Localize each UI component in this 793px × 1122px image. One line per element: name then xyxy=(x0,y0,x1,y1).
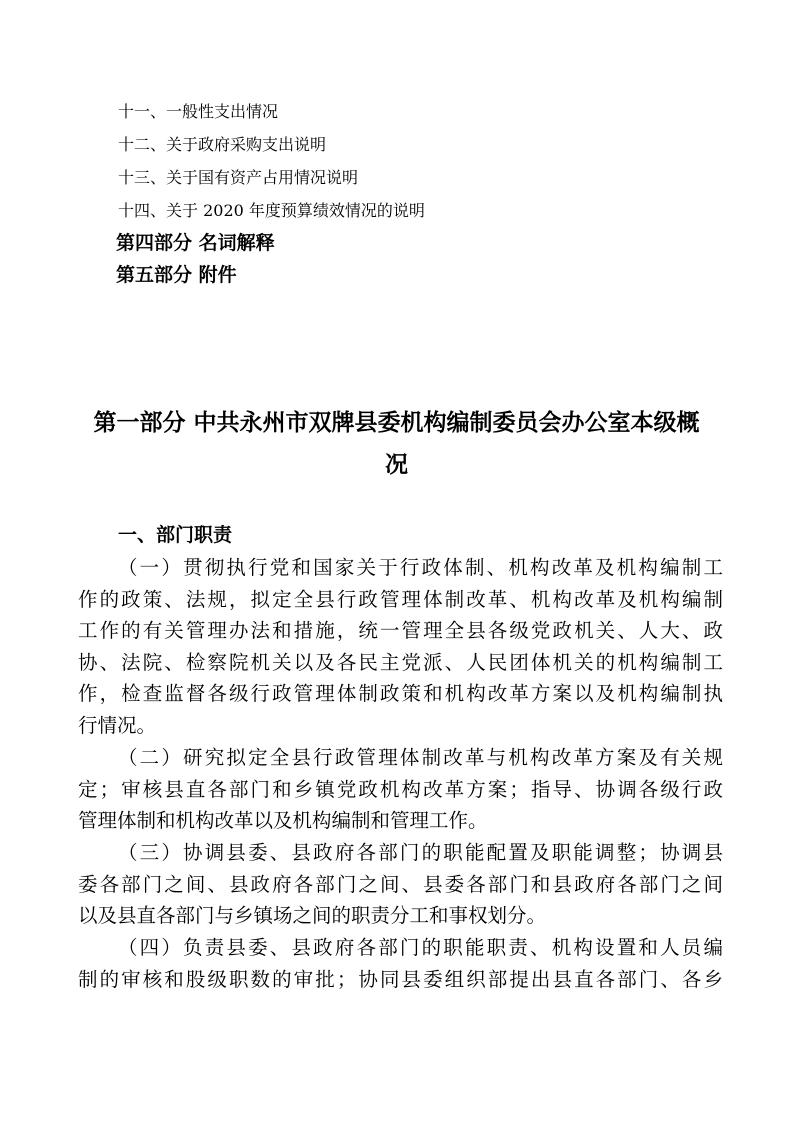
paragraph-line: 管理体制和机构改革以及机构编制和管理工作。 xyxy=(78,809,488,833)
paragraph-line: 定；审核县直各部门和乡镇党政机构改革方案；指导、协调各级行政 xyxy=(78,777,723,801)
paragraph-line: 协、法院、检察院机关以及各民主党派、人民团体机关的机构编制工 xyxy=(78,650,723,674)
part-one-title-line-2: 况 xyxy=(385,451,408,478)
toc-item-13: 十三、关于国有资产占用情况说明 xyxy=(118,168,359,187)
paragraph-line: 以及县直各部门与乡镇场之间的职责分工和事权划分。 xyxy=(78,904,547,928)
paragraph-line: 工作的有关管理办法和措施，统一管理全县各级党政机关、人大、政 xyxy=(78,619,723,643)
paragraph-line: 行情况。 xyxy=(78,713,157,737)
toc-item-11: 十一、一般性支出情况 xyxy=(118,102,279,121)
toc-item-12: 十二、关于政府采购支出说明 xyxy=(118,135,327,154)
paragraph-line: 作，检查监督各级行政管理体制政策和机构改革方案以及机构编制执 xyxy=(78,682,723,706)
paragraph-line: 委各部门之间、县政府各部门之间、县委各部门和县政府各部门之间 xyxy=(78,872,723,896)
section-heading-duties: 一、部门职责 xyxy=(118,524,233,546)
toc-item-14: 十四、关于 2020 年度预算绩效情况的说明 xyxy=(118,201,425,220)
part-one-title-line-1: 第一部分 中共永州市双牌县委机构编制委员会办公室本级概 xyxy=(93,409,700,436)
paragraph-line: （二）研究拟定全县行政管理体制改革与机构改革方案及有关规 xyxy=(118,746,723,769)
paragraph-duty-4 xyxy=(78,932,723,995)
toc-part-five: 第五部分 附件 xyxy=(116,264,237,286)
paragraph-duty-3 xyxy=(78,837,723,932)
part-one-title xyxy=(74,402,719,486)
paragraph-duty-1 xyxy=(78,552,723,742)
paragraph-duty-2 xyxy=(78,742,723,837)
paragraph-line: （三）协调县委、县政府各部门的职能配置及职能调整；协调县 xyxy=(118,841,723,864)
paragraph-line: （四）负责县委、县政府各部门的职能职责、机构设置和人员编 xyxy=(118,936,723,959)
toc-part-four: 第四部分 名词解释 xyxy=(116,232,275,254)
paragraph-line: 作的政策、法规，拟定全县行政管理体制改革、机构改革及机构编制 xyxy=(78,587,723,611)
paragraph-line: 制的审核和股级职数的审批；协同县委组织部提出县直各部门、各乡 xyxy=(78,967,723,991)
paragraph-line: （一）贯彻执行党和国家关于行政体制、机构改革及机构编制工 xyxy=(118,556,723,579)
